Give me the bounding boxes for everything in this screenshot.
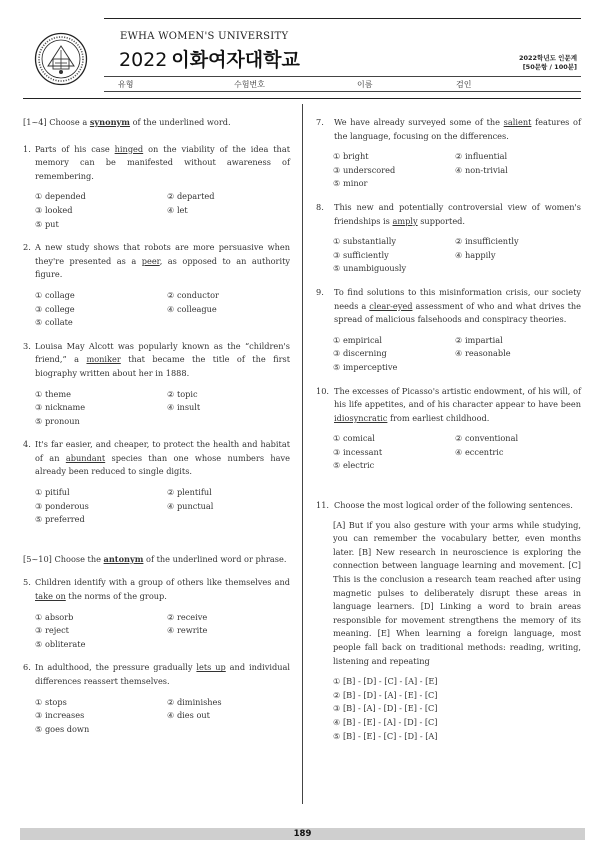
underlined-word: moniker [86,354,121,365]
info-bar [104,76,581,92]
option[interactable]: ③ college [35,303,75,314]
option[interactable]: ② topic [167,388,198,399]
exam-spec: [50문항 / 100분] [522,63,577,71]
info-label-seal: 검인 [456,80,472,89]
university-seal-icon [34,32,88,86]
option[interactable]: ⑤ unambiguously [333,263,407,274]
option[interactable]: ② conventional [455,433,519,444]
option[interactable]: ② insufficiently [455,236,519,247]
option[interactable]: ① depended [35,191,86,202]
option[interactable]: ④ [B] - [E] - [A] - [D] - [C] [333,716,438,727]
option[interactable]: ① theme [35,388,71,399]
sentence-passage: [A] But if you also gesture with your arms while studying, you can remember the vocabulary better, even months later. [B] New research in neuroscience is exploring the connection between language learning and movement. [C] This is the conclusion a research team reached after using magnetic pulses to deliberately disrupt these areas in language learners. [D] Linking a word to brain areas responsible for movement strengthens the memory of its meaning. [E] When learning a foreign language, most people fall back on traditional methods: reading, writing, listening and repeating [333,519,581,666]
option[interactable]: ② receive [167,611,208,622]
option[interactable]: ③ looked [35,204,73,215]
option[interactable]: ② diminishes [167,696,222,707]
question-11: 11. Choose the most logical order of the following sentences. [A] But if you also gesture with your arms while studying, you can remember the vocabulary better, even months later. [B] New research in neuroscience is exploring the connection between language learning and movement. [C] This is the conclusion a research team reached after using magnetic pulses to deliberately disrupt these areas in language learners. [D] Linking a word to brain areas responsible for movement strengthens the memory of its meaning. [E] When learning a foreign language, most people fall back on traditional methods: reading, writing, listening and repeating ① [B] - [D] - [C] - [A] - [E] ② [B] - [D] - [A] - [E] - [C] ③ [B] - [A] - [D] - [E] - [C] ④ [B] - [E] - [A] - [D] - [C] ⑤ [B] - [E] - [C] - [D] - [A] [316,499,581,743]
option[interactable]: ① substantially [333,236,396,247]
underlined-word: peer [141,255,160,266]
question-9: 9. To find solutions to this misinformation crisis, our society needs a clear-eyed assessment of who and what drives the spread of malicious falsehoods and conspiracy theories. ① empirical ② impartial ③ discerning ④ reasonable ⑤ imperceptive [316,286,581,375]
underlined-word: clear-eyed [369,300,413,311]
option[interactable]: ③ discerning [333,348,387,359]
column-divider [302,104,303,804]
university-name-en: EWHA WOMEN'S UNIVERSITY [120,31,289,42]
exam-type: 2022학년도 인문계 [518,54,577,62]
option[interactable]: ⑤ preferred [35,514,85,525]
info-label-exam-number: 수험번호 [234,80,265,89]
option[interactable]: ② plentiful [167,487,212,498]
option[interactable]: ⑤ obliterate [35,638,86,649]
option[interactable]: ⑤ put [35,218,59,229]
question-2: 2. A new study shows that robots are more persuasive when they're presented as a peer, as opposed to an authority figure. ① collage ② conductor ③ college ④ colleague ⑤ collate [23,241,290,330]
header-top-rule [104,18,581,19]
option[interactable]: ④ reasonable [455,348,511,359]
answer-options [35,696,290,737]
university-name-ko: 이화여자대학교 [171,49,300,71]
option[interactable]: ④ insult [167,402,201,413]
option[interactable]: ⑤ imperceptive [333,361,398,372]
answer-options [333,235,581,276]
option[interactable]: ③ nickname [35,402,86,413]
underlined-word: lets up [196,662,226,673]
answer-options [35,190,290,231]
exam-year: 2022 [119,49,168,71]
option[interactable]: ③ sufficiently [333,249,389,260]
question-7: 7. We have already surveyed some of the salient features of the language, focusing on the differences. ① bright ② influential ③ underscored ④ non-trivial ⑤ minor [316,116,581,191]
option[interactable]: ① empirical [333,334,383,345]
option[interactable]: ① pitiful [35,487,70,498]
info-label-name: 이름 [357,80,373,89]
option[interactable]: ③ incessant [333,446,383,457]
question-4: 4. It's far easier, and cheaper, to protect the health and habitat of an abundant species than one whose numbers have already been reduced to single digits. ① pitiful ② plentiful ③ ponderous ④ punctual ⑤ preferred [23,438,290,527]
option[interactable]: ① collage [35,289,75,300]
option[interactable]: ⑤ [B] - [E] - [C] - [D] - [A] [333,730,438,741]
info-label-type: 유형 [118,80,134,89]
option[interactable]: ② conductor [167,289,219,300]
answer-options [333,150,581,191]
answer-options [35,486,290,527]
answer-options [35,611,290,652]
header-bottom-rule [23,98,581,99]
underlined-word: hinged [114,143,144,154]
option[interactable]: ④ colleague [167,303,217,314]
instruction-synonym: [1~4] Choose a synonym of the underlined word. [23,117,231,127]
option[interactable]: ② impartial [455,334,503,345]
option[interactable]: ② influential [455,151,508,162]
exam-info [519,54,577,72]
underlined-word: take on [35,591,66,602]
underlined-word: idiosyncratic [334,412,388,423]
option[interactable]: ④ eccentric [455,446,504,457]
left-column [23,116,290,746]
instruction-antonym: [5~10] Choose the antonym of the underlined word or phrase. [23,553,287,564]
question-1: 1. Parts of his case hinged on the viability of the idea that memory can be manifested without awareness of remembering. ① depended ② departed ③ looked ④ let ⑤ put [23,143,290,232]
option[interactable]: ④ non-trivial [455,164,508,175]
option[interactable]: ④ rewrite [167,625,208,636]
option[interactable]: ① absorb [35,611,74,622]
option[interactable]: ⑤ goes down [35,723,90,734]
option[interactable]: ④ happily [455,249,496,260]
question-6: 6. In adulthood, the pressure gradually lets up and individual differences reassert themselves. ① stops ② diminishes ③ increases ④ dies out ⑤ goes down [23,661,290,736]
underlined-word: salient [503,117,532,127]
question-5: 5. Children identify with a group of others like themselves and take on the norms of the group. ① absorb ② receive ③ reject ④ rewrite ⑤ obliterate [23,576,290,651]
answer-options [333,334,581,375]
option[interactable]: ① comical [333,433,375,444]
option[interactable]: ① stops [35,696,67,707]
option[interactable]: ④ let [167,204,188,215]
page-number: 189 [20,828,585,840]
question-8: 8. This new and potentially controversial view of women's friendships is amply supported. ① substantially ② insufficiently ③ sufficiently ④ happily ⑤ unambiguously [316,201,581,276]
right-column [316,116,581,753]
page-title [119,45,300,72]
underlined-word: amply [392,215,418,226]
option[interactable]: ③ [B] - [A] - [D] - [E] - [C] [333,703,438,714]
answer-options [333,675,581,743]
keyword-antonym: antonym [103,553,144,564]
option[interactable]: ③ reject [35,625,69,636]
option[interactable]: ③ increases [35,710,85,721]
option[interactable]: ② departed [167,191,215,202]
option[interactable]: ③ ponderous [35,500,89,511]
underlined-word: abundant [65,452,106,463]
answer-options [333,432,581,473]
option[interactable]: ④ dies out [167,710,210,721]
option[interactable]: ④ punctual [167,500,214,511]
option[interactable]: ⑤ minor [333,178,368,189]
option[interactable]: ⑤ electric [333,460,375,471]
question-3: 3. Louisa May Alcott was popularly known as the “children's friend,” a moniker that became the title of the first biography written about her in 1888. ① theme ② topic ③ nickname ④ insult ⑤ pronoun [23,340,290,429]
answer-options [35,388,290,429]
option[interactable]: ① [B] - [D] - [C] - [A] - [E] [333,676,438,687]
keyword-synonym: synonym [89,117,130,127]
answer-options [35,289,290,330]
question-10: 10. The excesses of Picasso's artistic endowment, of his will, of his life appetites, and of his character appear to have been idiosyncratic from earliest childhood. ① comical ② conventional ③ incessant ④ eccentric ⑤ electric [316,385,581,474]
option[interactable]: ① bright [333,151,369,162]
option[interactable]: ② [B] - [D] - [A] - [E] - [C] [333,689,438,700]
option[interactable]: ③ underscored [333,164,396,175]
option[interactable]: ⑤ collate [35,317,73,328]
option[interactable]: ⑤ pronoun [35,415,80,426]
